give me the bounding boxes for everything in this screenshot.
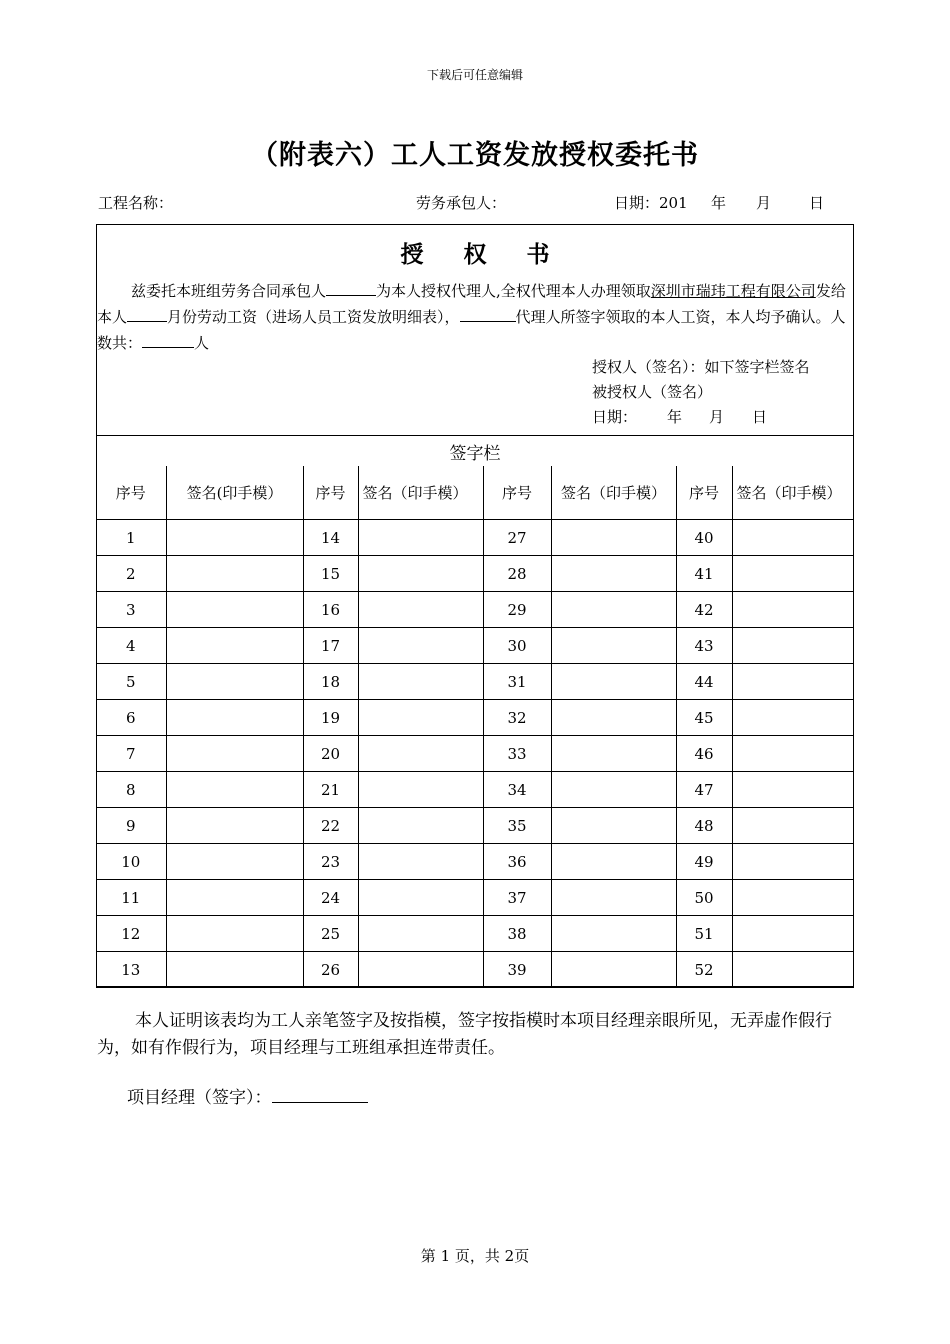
- auth-text-5: 代理人所签字领取的本人工资，本人均予确认。人数共：: [97, 308, 846, 352]
- table-row: [96, 880, 854, 916]
- manager-signature-line: [127, 1083, 368, 1108]
- table-row: [96, 772, 854, 808]
- signature-cell[interactable]: [732, 880, 854, 916]
- signature-cell[interactable]: [166, 520, 303, 556]
- table-row: [96, 736, 854, 772]
- serial-number-cell: 30: [483, 628, 551, 664]
- signature-cell[interactable]: [166, 844, 303, 880]
- project-name-label: 工程名称：: [98, 194, 174, 212]
- auth-text-3: 发给本人: [97, 282, 846, 326]
- signature-cell[interactable]: [551, 880, 676, 916]
- signature-cell[interactable]: [166, 592, 303, 628]
- serial-number-cell: 48: [676, 808, 732, 844]
- signature-cell[interactable]: [166, 772, 303, 808]
- auth-date-month: 月: [709, 408, 725, 426]
- serial-number-cell: 24: [303, 880, 358, 916]
- serial-number-cell: 11: [96, 880, 166, 916]
- auth-text-4: 月份劳动工资（进场人员工资发放明细表），: [167, 308, 460, 326]
- serial-number-cell: 25: [303, 916, 358, 952]
- table-row: [96, 592, 854, 628]
- serial-number-cell: 28: [483, 556, 551, 592]
- signature-cell[interactable]: [732, 700, 854, 736]
- signature-cell[interactable]: [358, 844, 483, 880]
- signature-cell[interactable]: [358, 808, 483, 844]
- serial-number-cell: 45: [676, 700, 732, 736]
- watermark-text: 下载后可任意编辑: [426, 68, 523, 82]
- serial-number-cell: 16: [303, 592, 358, 628]
- column-header: 签名（印手模）: [732, 466, 854, 520]
- manager-signature-blank: [272, 1084, 368, 1103]
- table-row: [96, 556, 854, 592]
- auth-title-char: 权: [463, 241, 487, 268]
- grantee-signature: 被授权人（签名）: [592, 383, 713, 401]
- serial-number-cell: 15: [303, 556, 358, 592]
- serial-number-cell: 23: [303, 844, 358, 880]
- signature-cell[interactable]: [551, 736, 676, 772]
- signature-cell[interactable]: [358, 772, 483, 808]
- signature-cell[interactable]: [732, 592, 854, 628]
- signature-cell[interactable]: [732, 628, 854, 664]
- auth-title-char: 授: [400, 241, 424, 268]
- signature-cell[interactable]: [358, 952, 483, 988]
- serial-number-cell: 20: [303, 736, 358, 772]
- column-header: 签名(印手模）: [166, 466, 303, 520]
- serial-number-cell: 31: [483, 664, 551, 700]
- signature-cell[interactable]: [166, 916, 303, 952]
- signature-cell[interactable]: [166, 556, 303, 592]
- signature-cell[interactable]: [551, 628, 676, 664]
- agent-blank: [460, 306, 516, 322]
- serial-number-cell: 13: [96, 952, 166, 988]
- serial-number-cell: 12: [96, 916, 166, 952]
- date-month: 月: [756, 194, 772, 212]
- signature-cell[interactable]: [732, 772, 854, 808]
- table-row: [96, 628, 854, 664]
- grantor-signature: 授权人（签名）：如下签字栏签名: [592, 358, 810, 376]
- signature-cell[interactable]: [166, 700, 303, 736]
- month-blank: [127, 306, 167, 322]
- signature-cell[interactable]: [732, 556, 854, 592]
- headcount-blank: [142, 332, 194, 348]
- serial-number-cell: 8: [96, 772, 166, 808]
- signature-section-label: 签字栏: [449, 444, 501, 464]
- signature-cell[interactable]: [551, 772, 676, 808]
- serial-number-cell: 41: [676, 556, 732, 592]
- signature-cell[interactable]: [358, 592, 483, 628]
- table-header-row: [96, 466, 854, 520]
- table-row: [96, 844, 854, 880]
- signature-cell[interactable]: [358, 520, 483, 556]
- serial-number-cell: 1: [96, 520, 166, 556]
- signature-cell[interactable]: [358, 628, 483, 664]
- serial-number-cell: 32: [483, 700, 551, 736]
- serial-number-cell: 37: [483, 880, 551, 916]
- signature-cell[interactable]: [166, 808, 303, 844]
- signature-cell[interactable]: [166, 736, 303, 772]
- serial-number-cell: 35: [483, 808, 551, 844]
- agent-name-blank: [326, 280, 376, 296]
- signature-cell[interactable]: [732, 736, 854, 772]
- serial-number-cell: 51: [676, 916, 732, 952]
- signature-cell[interactable]: [166, 952, 303, 988]
- serial-number-cell: 34: [483, 772, 551, 808]
- auth-text-2: 为本人授权代理人,全权代理本人办理领取: [376, 282, 651, 300]
- serial-number-cell: 49: [676, 844, 732, 880]
- section-divider: [96, 435, 854, 436]
- serial-number-cell: 36: [483, 844, 551, 880]
- table-row: [96, 700, 854, 736]
- signature-cell[interactable]: [358, 916, 483, 952]
- serial-number-cell: 14: [303, 520, 358, 556]
- serial-number-cell: 4: [96, 628, 166, 664]
- serial-number-cell: 21: [303, 772, 358, 808]
- serial-number-cell: 33: [483, 736, 551, 772]
- serial-number-cell: 46: [676, 736, 732, 772]
- serial-number-cell: 38: [483, 916, 551, 952]
- column-header: 签名（印手模）: [358, 466, 483, 520]
- signature-cell[interactable]: [358, 556, 483, 592]
- authorization-title: [96, 236, 854, 269]
- column-header: 序号: [676, 466, 732, 520]
- column-header: 序号: [483, 466, 551, 520]
- signature-cell[interactable]: [358, 736, 483, 772]
- serial-number-cell: 26: [303, 952, 358, 988]
- signature-cell[interactable]: [166, 880, 303, 916]
- signature-cell[interactable]: [732, 520, 854, 556]
- serial-number-cell: 10: [96, 844, 166, 880]
- column-header: 序号: [96, 466, 166, 520]
- page-footer: 第 1 页，共 2页: [420, 1247, 530, 1265]
- table-row: [96, 952, 854, 988]
- document-title: （附表六）工人工资发放授权委托书: [251, 140, 699, 171]
- signature-table: [96, 466, 854, 988]
- serial-number-cell: 18: [303, 664, 358, 700]
- auth-date-label: 日期：: [592, 408, 638, 426]
- column-header: 序号: [303, 466, 358, 520]
- serial-number-cell: 3: [96, 592, 166, 628]
- serial-number-cell: 43: [676, 628, 732, 664]
- signature-cell[interactable]: [732, 916, 854, 952]
- auth-title-char: 书: [526, 241, 550, 268]
- serial-number-cell: 42: [676, 592, 732, 628]
- serial-number-cell: 22: [303, 808, 358, 844]
- authorization-body: [97, 278, 849, 356]
- signature-cell[interactable]: [551, 592, 676, 628]
- serial-number-cell: 40: [676, 520, 732, 556]
- signature-cell[interactable]: [551, 808, 676, 844]
- company-name: 深圳市瑞玮工程有限公司: [650, 282, 816, 300]
- signature-cell[interactable]: [732, 844, 854, 880]
- manager-statement: 本人证明该表均为工人亲笔签字及按指模，签字按指模时本项目经理亲眼所见，无弄虚作假行为，如有作假行为，项目经理与工班组承担连带责任。: [97, 1011, 832, 1058]
- signature-cell[interactable]: [732, 664, 854, 700]
- signature-cell[interactable]: [166, 628, 303, 664]
- signature-cell[interactable]: [551, 556, 676, 592]
- table-row: [96, 664, 854, 700]
- serial-number-cell: 9: [96, 808, 166, 844]
- serial-number-cell: 5: [96, 664, 166, 700]
- signature-cell[interactable]: [358, 664, 483, 700]
- signature-cell[interactable]: [358, 880, 483, 916]
- date-day: 日: [809, 194, 825, 212]
- signature-cell[interactable]: [732, 952, 854, 988]
- serial-number-cell: 7: [96, 736, 166, 772]
- serial-number-cell: 19: [303, 700, 358, 736]
- serial-number-cell: 52: [676, 952, 732, 988]
- auth-text-1: 兹委托本班组劳务合同承包人: [131, 282, 327, 300]
- table-row: [96, 916, 854, 952]
- signature-cell[interactable]: [551, 844, 676, 880]
- auth-date-year: 年: [667, 408, 683, 426]
- auth-date-day: 日: [752, 408, 768, 426]
- serial-number-cell: 29: [483, 592, 551, 628]
- signature-cell[interactable]: [551, 700, 676, 736]
- date-year: 年: [711, 194, 727, 212]
- signature-cell[interactable]: [551, 916, 676, 952]
- column-header: 签名（印手模）: [551, 466, 676, 520]
- auth-date-line: [592, 406, 812, 427]
- serial-number-cell: 44: [676, 664, 732, 700]
- signature-cell[interactable]: [551, 952, 676, 988]
- serial-number-cell: 27: [483, 520, 551, 556]
- auth-text-6: 人: [194, 334, 210, 352]
- table-row: [96, 808, 854, 844]
- serial-number-cell: 2: [96, 556, 166, 592]
- serial-number-cell: 50: [676, 880, 732, 916]
- serial-number-cell: 17: [303, 628, 358, 664]
- signature-cell[interactable]: [358, 700, 483, 736]
- serial-number-cell: 6: [96, 700, 166, 736]
- signature-cell[interactable]: [551, 520, 676, 556]
- table-row: [96, 520, 854, 556]
- signature-cell[interactable]: [166, 664, 303, 700]
- serial-number-cell: 39: [483, 952, 551, 988]
- signature-cell[interactable]: [732, 808, 854, 844]
- serial-number-cell: 47: [676, 772, 732, 808]
- date-label: 日期：201: [614, 194, 688, 212]
- manager-signature-label: 项目经理（签字）：: [127, 1088, 272, 1108]
- signature-cell[interactable]: [551, 664, 676, 700]
- contractor-label: 劳务承包人：: [416, 194, 507, 212]
